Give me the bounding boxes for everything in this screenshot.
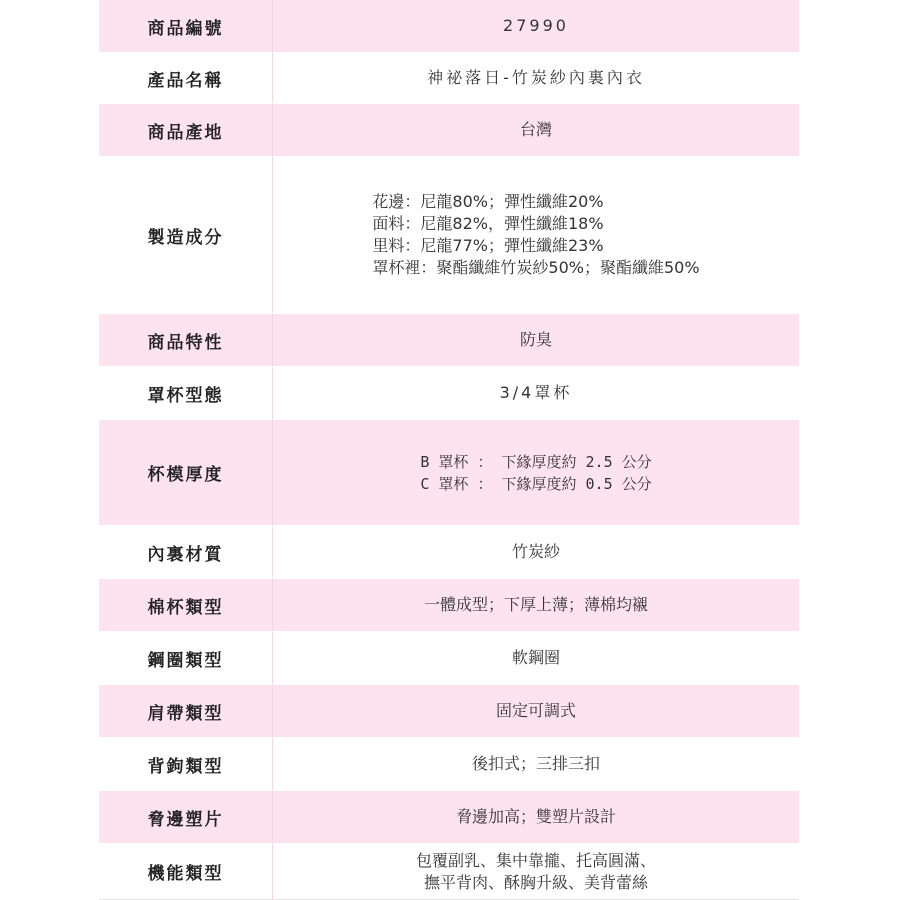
spec-label: 棉杯類型	[99, 579, 273, 631]
spec-value: 脅邊加高；雙塑片設計	[455, 807, 616, 826]
spec-row-composition	[99, 157, 799, 314]
function-line: 撫平背肉、酥胸升級、美背蕾絲	[423, 872, 648, 892]
spec-row-side-boning	[99, 791, 799, 844]
spec-row-padding-type	[99, 579, 799, 632]
spec-label: 商品編號	[99, 0, 273, 52]
function-lines	[416, 850, 656, 894]
spec-label: 背鉤類型	[99, 738, 273, 790]
spec-label: 產品名稱	[99, 53, 273, 103]
composition-line: 罩杯裡：聚酯纖維竹炭紗50%；聚酯纖維50%	[372, 258, 700, 277]
composition-line: 花邊：尼龍80%；彈性纖維20%	[372, 192, 604, 211]
spec-row-hook-type	[99, 738, 799, 791]
thickness-line: C 罩杯 ： 下緣厚度約 0.5 公分	[420, 474, 652, 493]
spec-row-cup-thickness	[99, 420, 799, 526]
function-line: 包覆副乳、集中靠攏、托高圓滿、	[415, 850, 656, 870]
composition-line: 面料：尼龍82%，彈性纖維18%	[372, 214, 604, 233]
spec-value	[273, 420, 799, 525]
composition-lines	[372, 191, 699, 279]
spec-label: 商品特性	[99, 314, 273, 366]
spec-row-product-name	[99, 53, 799, 104]
spec-label: 製造成分	[99, 157, 273, 313]
spec-row-function-type	[99, 844, 799, 900]
spec-value: 竹炭紗	[511, 542, 560, 561]
product-spec-table	[99, 0, 799, 900]
spec-label: 脅邊塑片	[99, 791, 273, 843]
spec-value: 軟鋼圈	[511, 648, 560, 667]
composition-line: 里料：尼龍77%；彈性纖維23%	[372, 236, 604, 255]
thickness-line: B 罩杯 ： 下緣厚度約 2.5 公分	[420, 452, 652, 471]
spec-label: 杯模厚度	[99, 420, 273, 525]
spec-row-underwire-type	[99, 632, 799, 685]
spec-value: 3/4罩杯	[499, 383, 573, 402]
spec-label: 機能類型	[99, 844, 273, 899]
spec-value: 固定可調式	[495, 701, 576, 720]
spec-value	[273, 157, 799, 313]
spec-value: 神祕落日-竹炭紗內裏內衣	[427, 68, 645, 87]
spec-row-cup-style	[99, 367, 799, 420]
spec-label: 內裏材質	[99, 526, 273, 578]
spec-value	[273, 844, 799, 899]
spec-row-product-number	[99, 0, 799, 53]
spec-row-feature	[99, 314, 799, 367]
spec-value: 防臭	[519, 330, 552, 349]
spec-label: 鋼圈類型	[99, 632, 273, 684]
spec-value: 台灣	[519, 120, 552, 139]
spec-row-strap-type	[99, 685, 799, 738]
spec-label: 罩杯型態	[99, 367, 273, 419]
spec-row-lining-material	[99, 526, 799, 579]
spec-value: 後扣式；三排三扣	[471, 754, 600, 773]
thickness-lines	[420, 451, 651, 495]
spec-row-origin	[99, 104, 799, 157]
spec-label: 肩帶類型	[99, 685, 273, 737]
spec-value: 27990	[503, 16, 569, 35]
spec-value: 一體成型；下厚上薄；薄棉均襯	[423, 595, 648, 614]
spec-label: 商品產地	[99, 104, 273, 156]
